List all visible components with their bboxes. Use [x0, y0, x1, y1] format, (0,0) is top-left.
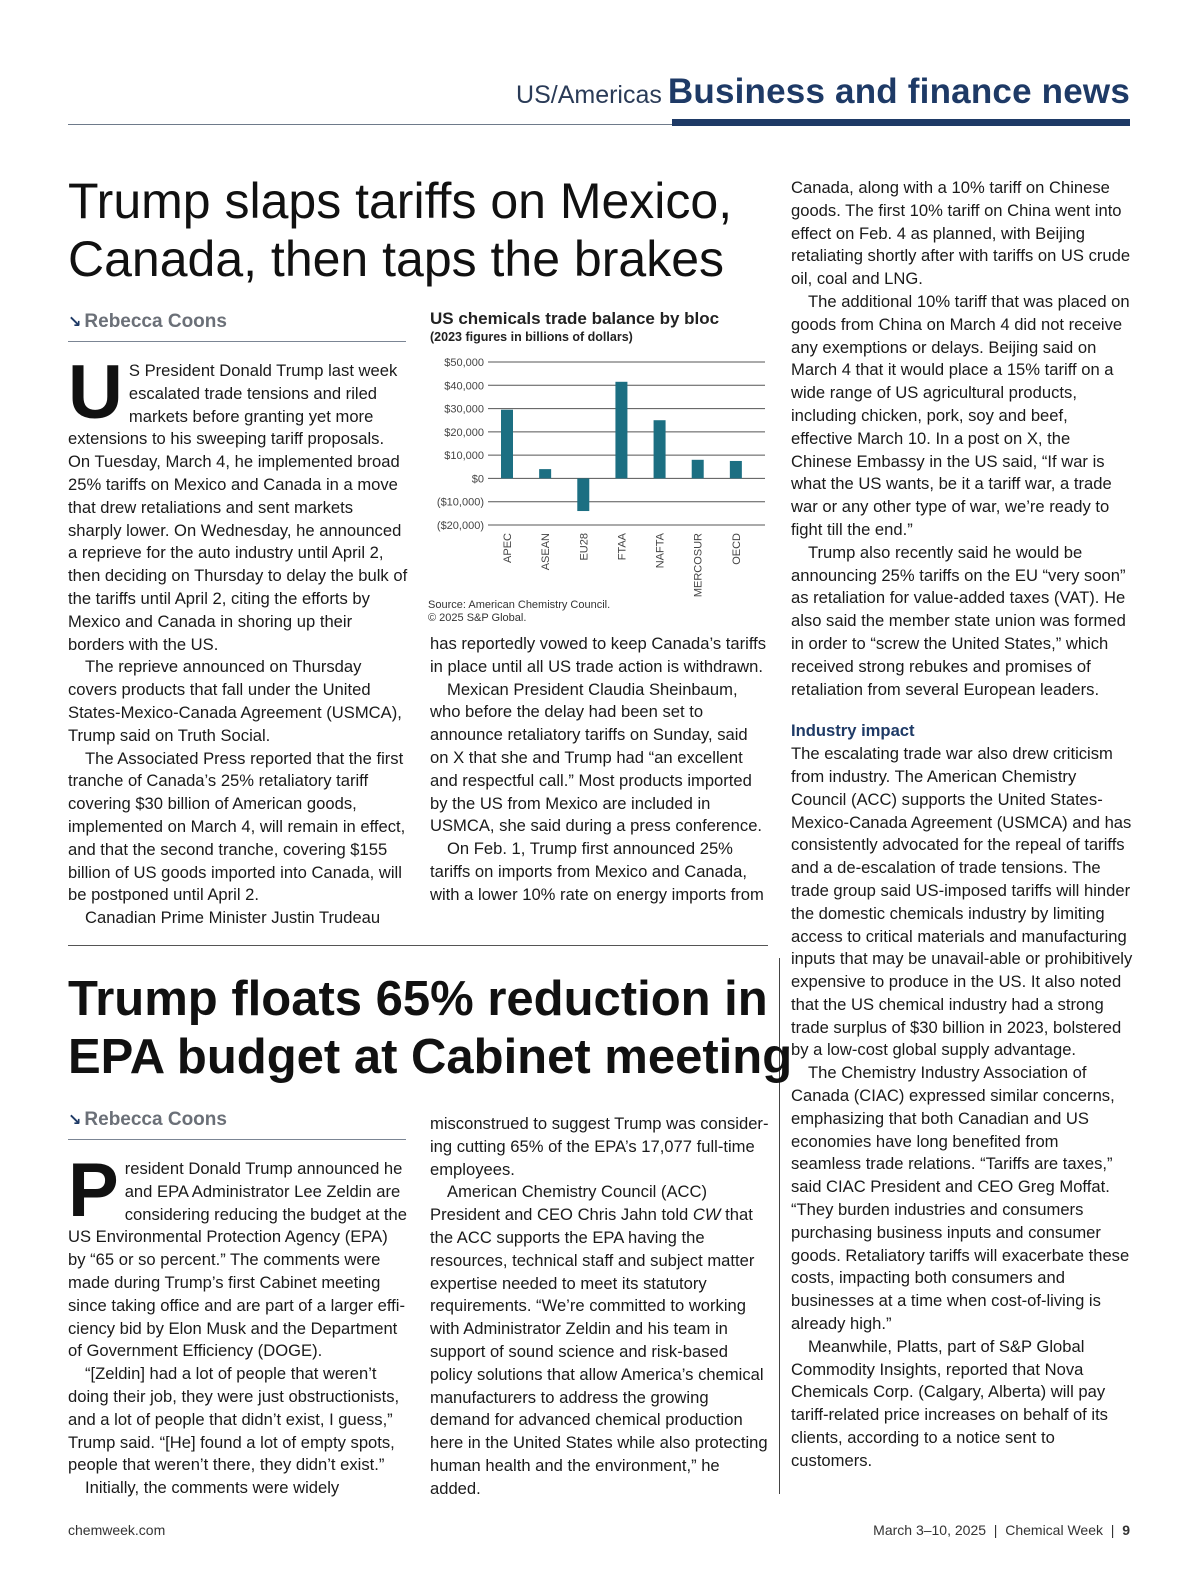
article1-col3-p2: The additional 10% tariff that was placed on goods from China on March 4 did not receive any exemptions or delays. Beijing said on March 4 that it would place a 15% tariff on a wide range of US agricultural products, including chicken, pork, soy and beef, effective March 10. In a post on X, the Chinese Embassy in the US said, “If war is what the US wants, be it a tariff war, a trade war or any other type of war, we’re ready to fight till the end.” [791, 291, 1130, 539]
article2-col2-p2-after: that the ACC supports the EPA having the resources, technical staff and subject matter expertise needed to meet its statutory requirements. “We’re committed to working with Administrator Zeldin and his team in support of sound science and risk-based policy solutions that allow America’s chemical manufacturers to address the growing demand for advanced chemical production here in the United States while also protecting human health and the environment,” he added. [430, 1205, 768, 1498]
article1-col3-p4: The escalating trade war also drew criticism from industry. The American Chemistry Council (ACC) supports the United States-Mexico-Canada Agreement (USMCA) and has consistently advocated for the repeal of tariffs and a de-escalation of trade tensions. The trade group said US-imposed tariffs will hinder the domestic chemicals industry by limiting access to critical materials and manufacturing inputs that may be unavail-able or prohibitively expensive to produce in the US. It also noted that the US chemical industry had a strong trade surplus of $30 billion in 2023, bolstered by a low-cost global supply advantage. [791, 744, 1133, 1060]
article1-col3-p1: Canada, along with a 10% tariff on Chinese goods. The first 10% tariff on China went into effect on Feb. 4 as planned, with Beijing retaliating shortly after with tariffs on US crude oil, coal and LNG. [791, 178, 1131, 289]
section-title: Business and finance news [667, 72, 1130, 111]
article2-col2-p2-italic: CW [692, 1205, 721, 1225]
chart-bar [730, 461, 742, 478]
chart-ytick-label: $50,000 [444, 357, 484, 369]
article2-headline-line1: Trump floats 65% reduction in [68, 972, 768, 1026]
byline-arrow-icon: ↘ [68, 1112, 82, 1129]
industry-impact-subhead: Industry impact [791, 721, 915, 741]
article2-col1-p2: “[Zeldin] had a lot of people that weren’t doing their job, they were just obstructionists, and a lot of people that didn’t exist, I guess,” Trump said. “[He] found a lot of empty spots, people that weren’t there, they didn’t exist.” [68, 1364, 400, 1475]
chart-source-line2: © 2025 S&P Global. [428, 612, 527, 624]
article1-column-2 [430, 633, 770, 907]
article1-headline-line2: Canada, then taps the brakes [68, 231, 725, 287]
byline-arrow-icon: ↘ [68, 314, 82, 331]
article1-col3-p6: Meanwhile, Platts, part of S&P Global Commodity Insights, reported that Nova Chemicals Corp. (Calgary, Alberta) will pay tariff-related price increases on behalf of its clients, according to a notice sent to customers. [791, 1336, 1108, 1470]
article1-author: Rebecca Coons [84, 311, 227, 332]
chart-title: US chemicals trade balance by bloc [430, 309, 720, 328]
article1-headline [68, 172, 732, 288]
article1-col1-p1: S President Donald Trump last week escalated trade tensions and riled markets before granting yet more extensions to his sweeping tariff proposals. On Tuesday, March 4, he implemented broad 25% tariffs on Mexico and Canada in a move that drew retaliations and sent markets sharply lower. On Wednesday, he announced a reprieve for the auto industry until April 2, then deciding on Thursday to delay the bulk of the tariffs until April 2, citing the efforts by Mexico and Canada in shoring up their borders with the US. [68, 361, 408, 654]
chart-bar [692, 460, 704, 479]
article2-author: Rebecca Coons [84, 1109, 227, 1130]
article1-dropcap: U [68, 350, 123, 435]
chart-ytick-label: $0 [471, 473, 484, 486]
chart-ytick-label: $30,000 [444, 403, 484, 416]
article2-byline [68, 1109, 406, 1140]
chart-xtick-label: ASEAN [540, 533, 553, 571]
chart-source [428, 599, 610, 625]
article1-col1-p3: The Associated Press reported that the first tranche of Canada’s 25% retaliatory tariff covering $30 billion of American goods, implemented on March 4, will remain in effect, and that the second tranche, covering $155 billion of US goods imported into Canada, will be postponed until April 2. [68, 748, 406, 905]
chart-subtitle: (2023 figures in billions of dollars) [430, 330, 633, 344]
chart-ytick-label: ($20,000) [436, 520, 484, 532]
article1-col2-p2: Mexican President Claudia Sheinbaum, who before the delay had been set to announce retaliatory tariffs on Sunday, said on X that she and Trump had “an excellent and respectful call.” Most products imported by the US from Mexico are included in USMCA, she said during a press conference. [430, 679, 763, 836]
article1-col3-p5: The Chemistry Industry Association of Canada (CIAC) expressed similar concerns, emphasizing that both Canadian and US economies have long benefited from seamless trade relations. “Tariffs are taxes,” said CIAC President and CEO Greg Moffat. “They burden industries and consumers purchasing business inputs and consumer goods. Retaliatory tariffs will exacerbate these costs, impacting both consumers and businesses at a time when cost-of-living is already high.” [791, 1063, 1130, 1334]
footer-page-number: 9 [1122, 1522, 1130, 1538]
chart-xtick-label: EU28 [578, 533, 591, 561]
header-rule [68, 124, 672, 125]
chart-bar [577, 478, 589, 511]
header-accent-bar [672, 119, 1130, 126]
article2-headline-line2: EPA budget at Cabinet meeting [68, 1030, 793, 1084]
article2-col1-p3: Initially, the comments were widely [85, 1478, 340, 1498]
chart-bar [615, 382, 627, 479]
article2-col2-p1: misconstrued to suggest Trump was consider-ing cutting 65% of the EPA’s 17,077 full-time employees. [430, 1114, 769, 1179]
chart-ytick-label: $40,000 [444, 380, 484, 393]
chart-xtick-label: FTAA [616, 533, 629, 561]
article2-column-1 [68, 1148, 408, 1500]
footer-issue-date: March 3–10, 2025 [873, 1522, 987, 1538]
chart-bar [539, 469, 551, 478]
section-region: US/Americas [516, 81, 662, 109]
article2-col2-p2 [430, 1181, 770, 1500]
article2-col2-p2-before: American Chemistry Council (ACC) President and CEO Chris Jahn told [430, 1182, 708, 1225]
chart-source-line1: Source: American Chemistry Council. [428, 599, 611, 611]
chart-ytick-label: $20,000 [444, 426, 484, 439]
trade-balance-chart [425, 350, 770, 605]
chart-ytick-label: $10,000 [444, 450, 484, 463]
article1-byline [68, 311, 406, 342]
footer-publication: Chemical Week [1005, 1522, 1103, 1538]
article1-col2-p3: On Feb. 1, Trump first announced 25% tariffs on imports from Mexico and Canada, with a lower 10% rate on energy imports from [430, 839, 764, 904]
article1-col3-p3: Trump also recently said he would be announcing 25% tariffs on the EU “very soon” as retaliation for value-added taxes (VAT). He also said the member state union was formed in order to “screw the United States,” which received strong rebukes and promises of retaliation from several European leaders. [791, 542, 1126, 699]
footer-website: chemweek.com [68, 1522, 166, 1538]
article2-column-2 [430, 1113, 770, 1501]
article2-dropcap: P [68, 1148, 119, 1233]
chart-xtick-label: OECD [730, 533, 743, 565]
chart-bar [501, 410, 513, 479]
article2-col1-p1: resident Donald Trump announced he and EPA Administrator Lee Zeldin are considering reducing the budget at the US Environmental Protection Agency (EPA) by “65 or so percent.” The comments were made during Trump’s first Cabinet meeting since taking office and are part of a larger effi-ciency bid by Elon Musk and the Department of Government Efficiency (DOGE). [68, 1159, 407, 1361]
article1-col1-p2: The reprieve announced on Thursday covers products that fall under the United States-Mexico-Canada Agreement (USMCA), Trump said on Truth Social. [68, 657, 402, 745]
article1-column-1 [68, 350, 408, 930]
chart-xtick-label: NAFTA [654, 533, 667, 569]
article1-col1-p4: Canadian Prime Minister Justin Trudeau [85, 908, 381, 928]
article1-column-3 [791, 177, 1133, 1473]
article2-headline [68, 970, 792, 1086]
article1-col2-p1: has reportedly vowed to keep Canada’s tariffs in place until all US trade action is withdrawn. [430, 634, 767, 676]
footer-issue-info: March 3–10, 2025 | Chemical Week | 9 [873, 1522, 1130, 1538]
chart-bar [654, 420, 666, 478]
chart-xtick-label: APEC [502, 533, 514, 563]
article1-headline-line1: Trump slaps tariffs on Mexico, [68, 173, 733, 229]
article-divider [68, 945, 768, 946]
chart-xtick-label: MERCOSUR [692, 533, 705, 598]
chart-ytick-label: ($10,000) [436, 496, 484, 509]
